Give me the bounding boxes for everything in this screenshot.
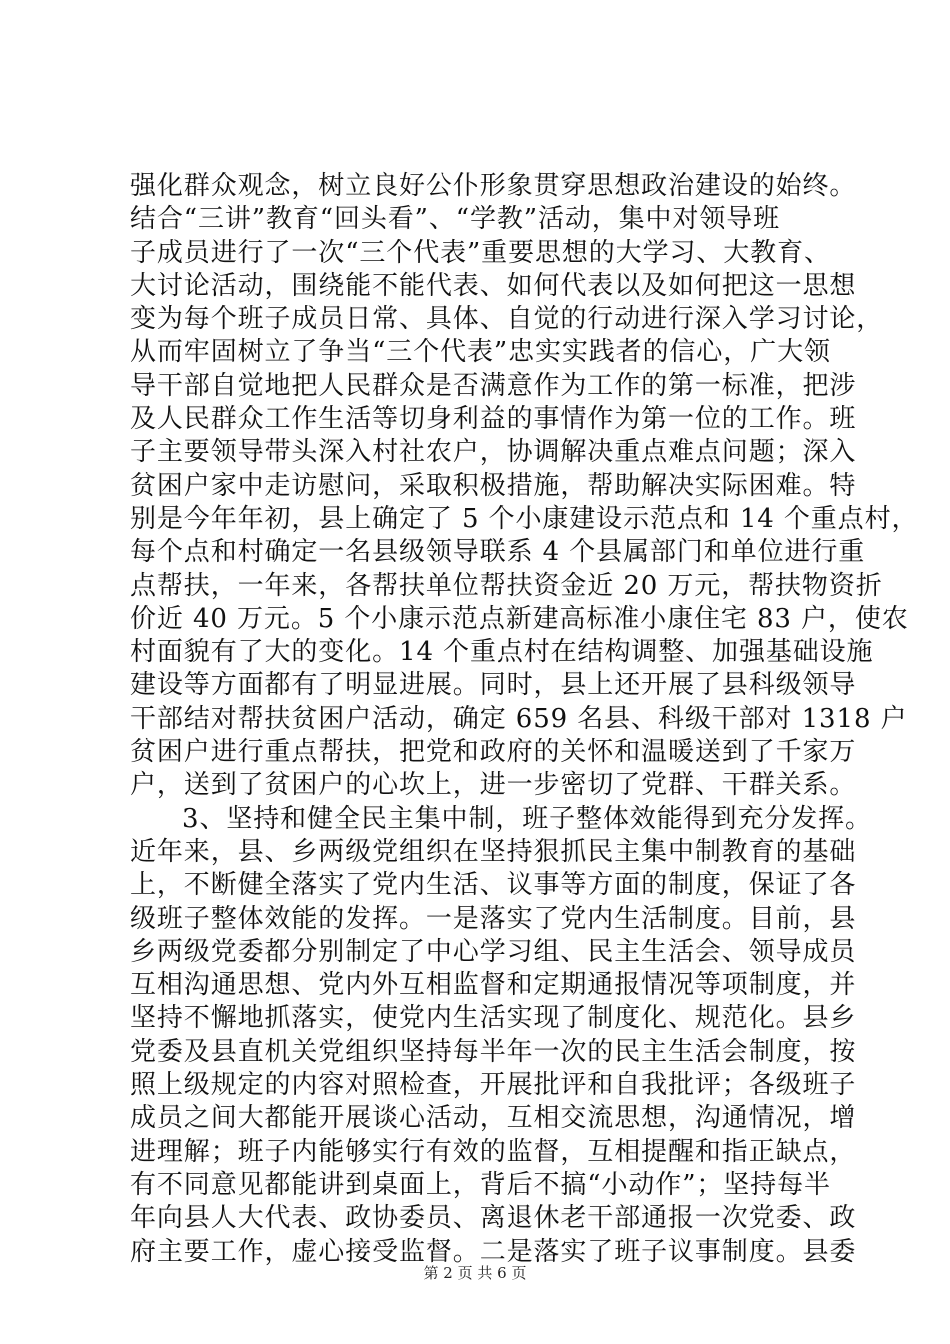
text-line: 别是今年年初，县上确定了 5 个小康建设示范点和 14 个重点村，	[130, 503, 919, 534]
text-line: 府主要工作，虚心接受监督。二是落实了班子议事制度。县委	[130, 1236, 857, 1267]
text-line: 每个点和村确定一名县级领导联系 4 个县属部门和单位进行重	[130, 537, 866, 568]
section-heading-line: 3、坚持和健全民主集中制，班子整体效能得到充分发挥。	[182, 803, 872, 834]
text-line: 子主要领导带头深入村社农户，协调解决重点难点问题；深入	[130, 437, 857, 468]
text-line: 进理解；班子内能够实行有效的监督，互相提醒和指正缺点，	[130, 1136, 857, 1167]
text-line: 子成员进行了一次“三个代表”重要思想的大学习、大教育、	[130, 237, 831, 268]
text-line: 结合“三讲”教育“回头看”、“学教”活动，集中对领导班	[130, 204, 781, 235]
text-line: 从而牢固树立了争当“三个代表”忠实实践者的信心，广大领	[130, 337, 831, 368]
text-line: 坚持不懈地抓落实，使党内生活实现了制度化、规范化。县乡	[130, 1003, 857, 1034]
text-line: 级班子整体效能的发挥。一是落实了党内生活制度。目前，县	[130, 903, 857, 934]
text-line: 照上级规定的内容对照检查，开展批评和自我批评；各级班子	[130, 1070, 857, 1101]
text-line: 点帮扶，一年来，各帮扶单位帮扶资金近 20 万元，帮扶物资折	[130, 570, 883, 601]
text-line: 户，送到了贫困户的心坎上，进一步密切了党群、干群关系。	[130, 770, 857, 801]
body-text	[130, 170, 919, 1269]
text-line: 及人民群众工作生活等切身利益的事情作为第一位的工作。班	[130, 404, 857, 435]
text-line: 价近 40 万元。5 个小康示范点新建高标准小康住宅 83 户，使农	[130, 603, 909, 634]
text-line: 互相沟通思想、党内外互相监督和定期通报情况等项制度，并	[130, 970, 857, 1001]
text-line: 建设等方面都有了明显进展。同时，县上还开展了县科级领导	[130, 670, 857, 701]
text-line: 党委及县直机关党组织坚持每半年一次的民主生活会制度，按	[130, 1036, 857, 1067]
text-line: 变为每个班子成员日常、具体、自觉的行动进行深入学习讨论，	[130, 304, 884, 335]
text-line: 大讨论活动，围绕能不能代表、如何代表以及如何把这一思想	[130, 270, 857, 301]
page-number-footer: 第 2 页 共 6 页	[423, 1264, 527, 1282]
text-line: 年向县人大代表、政协委员、离退休老干部通报一次党委、政	[130, 1203, 857, 1234]
text-line: 上，不断健全落实了党内生活、议事等方面的制度，保证了各	[130, 870, 857, 901]
text-line: 导干部自觉地把人民群众是否满意作为工作的第一标准，把涉	[130, 370, 857, 401]
text-line: 乡两级党委都分别制定了中心学习组、民主生活会、领导成员	[130, 936, 857, 967]
text-line: 强化群众观念，树立良好公仆形象贯穿思想政治建设的始终。	[130, 171, 857, 201]
text-line: 贫困户进行重点帮扶，把党和政府的关怀和温暖送到了千家万	[130, 737, 857, 768]
text-line: 成员之间大都能开展谈心活动，互相交流思想，沟通情况，增	[130, 1103, 857, 1134]
text-line: 干部结对帮扶贫困户活动，确定 659 名县、科级干部对 1318 户	[130, 703, 908, 734]
text-line: 村面貌有了大的变化。14 个重点村在结构调整、加强基础设施	[130, 637, 874, 668]
text-line: 有不同意见都能讲到桌面上，背后不搞“小动作”；坚持每半	[130, 1169, 831, 1200]
text-line: 近年来，县、乡两级党组织在坚持狠抓民主集中制教育的基础	[130, 836, 857, 867]
text-line: 贫困户家中走访慰问，采取积极措施，帮助解决实际困难。特	[130, 470, 857, 501]
